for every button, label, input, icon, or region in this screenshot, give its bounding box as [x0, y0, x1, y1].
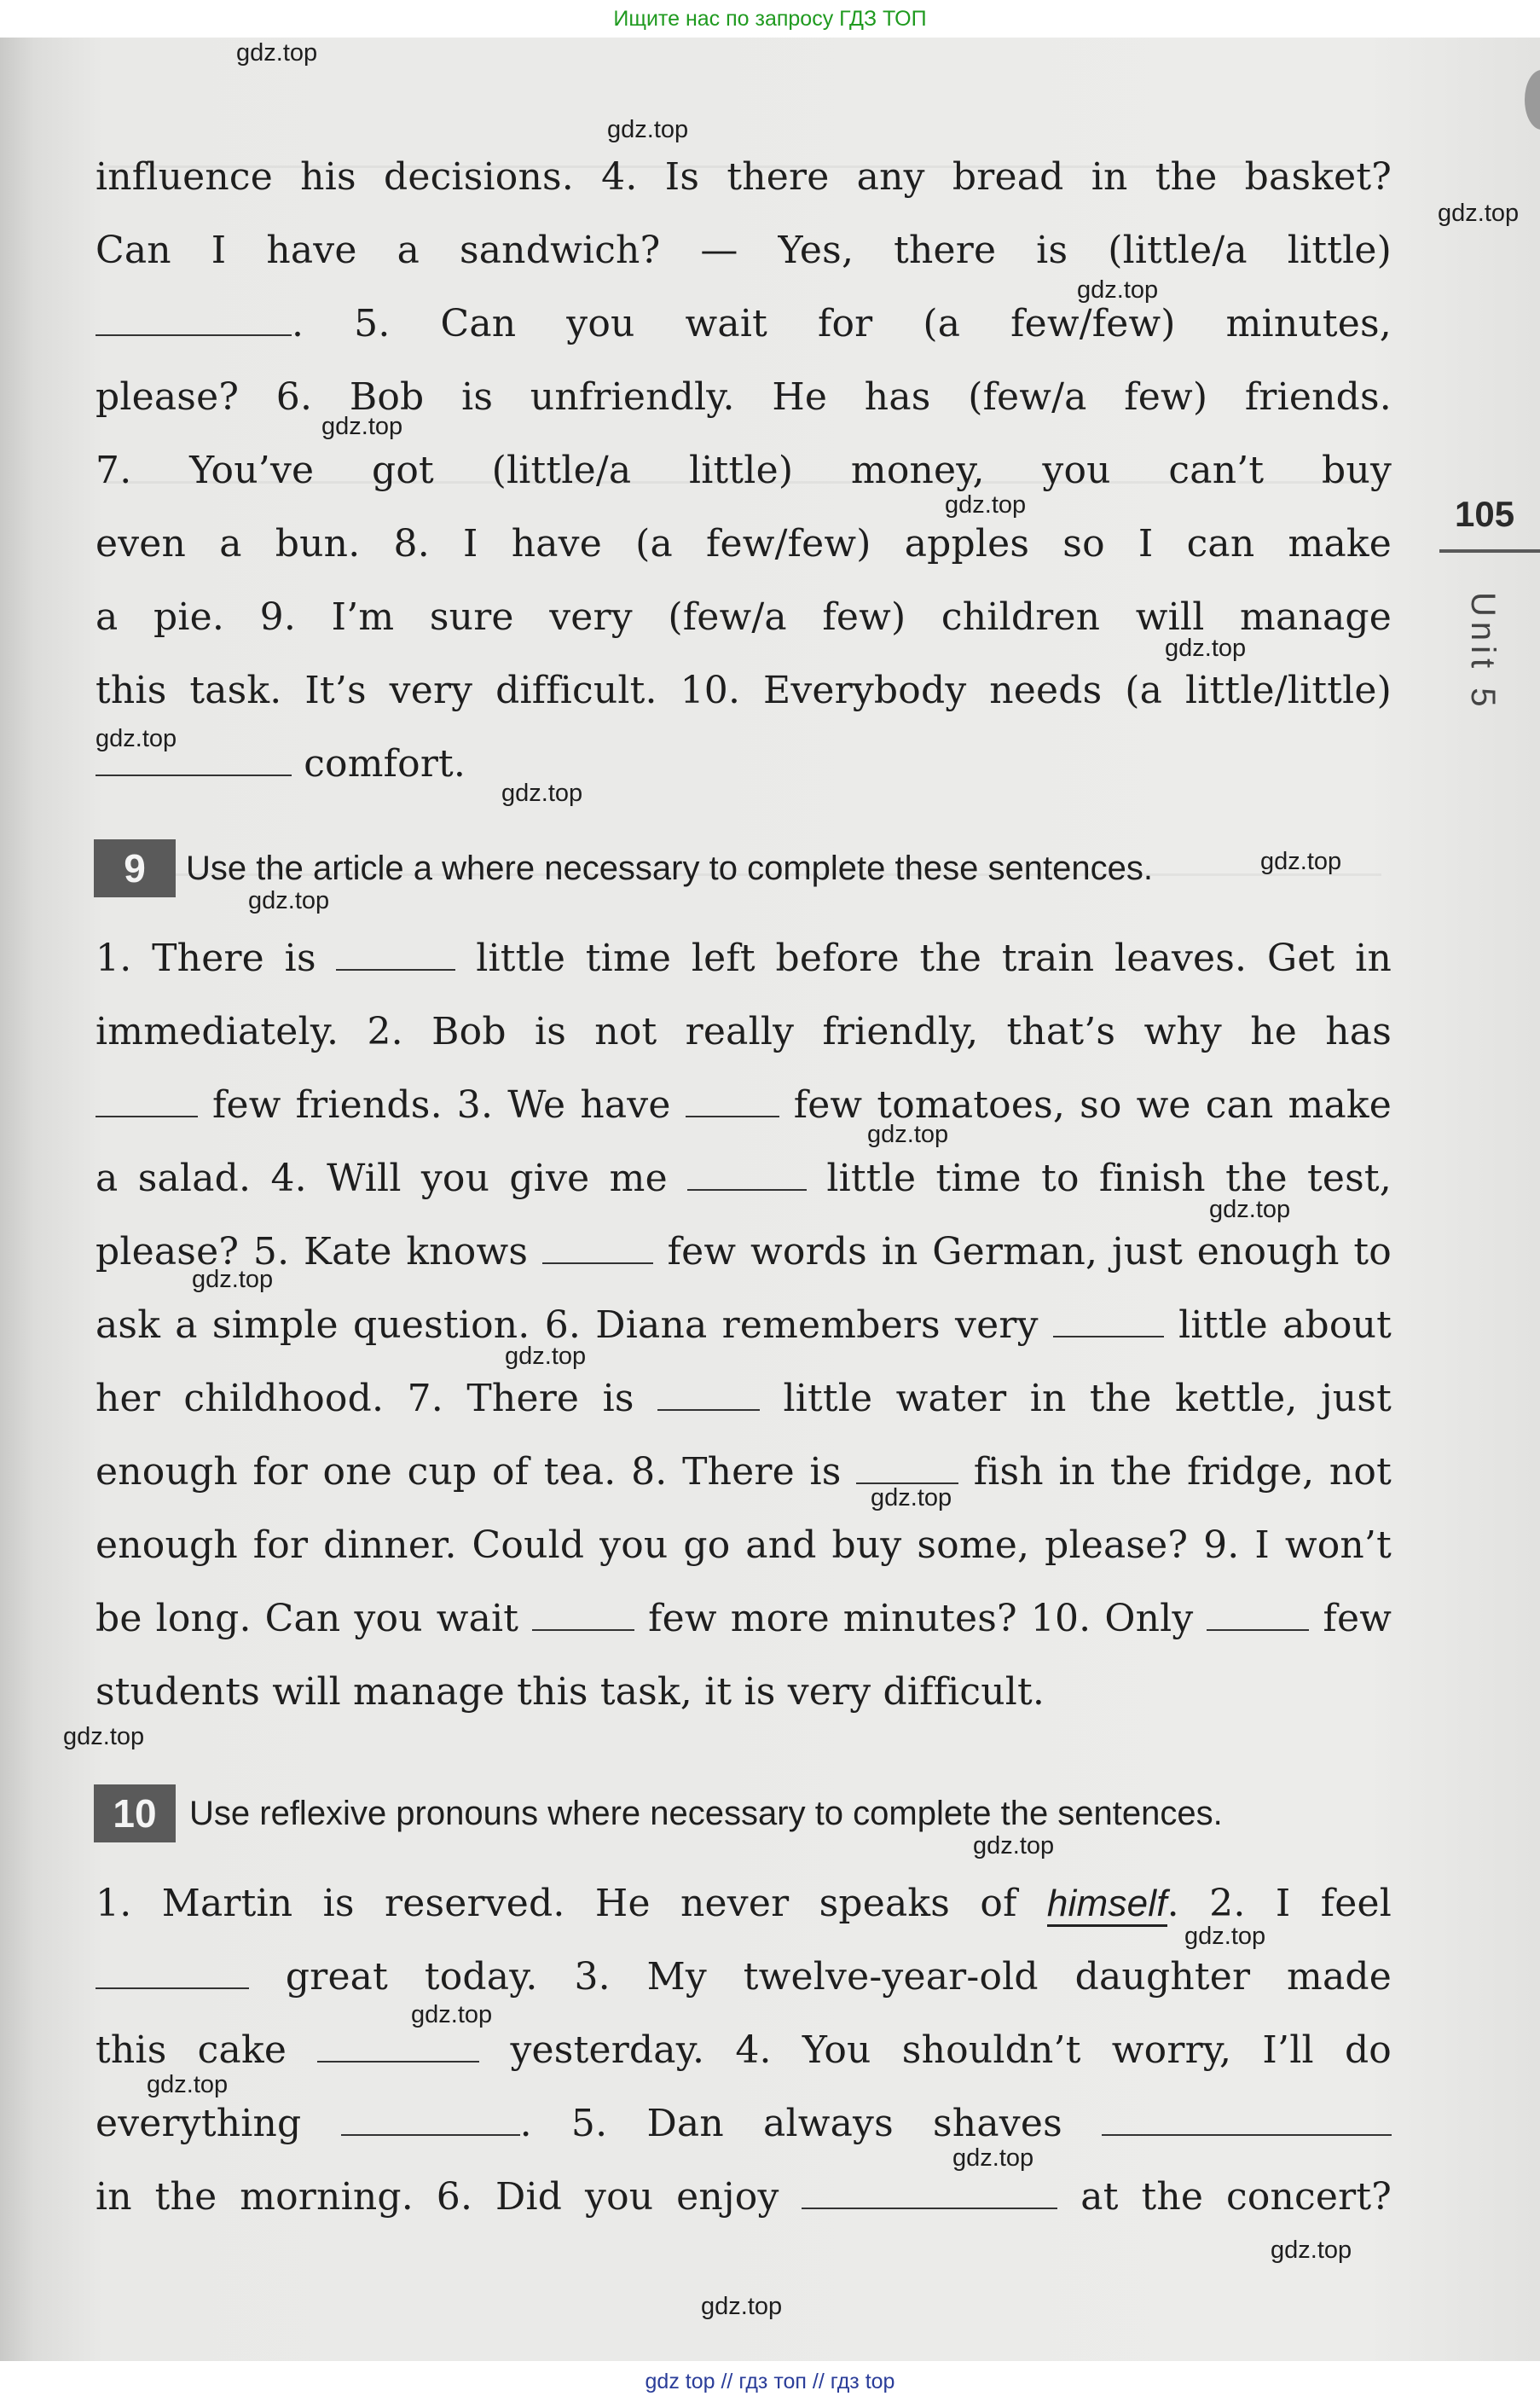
text-line: great today. 3. My twelve-year-old daughter made	[96, 1952, 1392, 2003]
watermark: gdz.top	[1209, 1196, 1291, 1223]
watermark: gdz.top	[96, 725, 177, 752]
answer-blank[interactable]	[1102, 2100, 1392, 2136]
watermark: gdz.top	[1260, 848, 1342, 875]
watermark: gdz.top	[63, 1723, 145, 1750]
text-line: . 5. Can you wait for (a few/few) minutes,	[96, 299, 1392, 350]
exercise-9-number: 9	[94, 839, 176, 897]
watermark: gdz.top	[1438, 200, 1520, 227]
watermark: gdz.top	[1165, 635, 1247, 662]
watermark: gdz.top	[871, 1484, 952, 1511]
watermark: gdz.top	[607, 116, 689, 143]
watermark: gdz.top	[867, 1121, 949, 1148]
text-line: influence his decisions. 4. Is there any bread in the basket?	[96, 155, 1392, 199]
text-line: enough for one cup of tea. 8. There is fish in the fridge, not	[96, 1450, 1392, 1494]
watermark: gdz.top	[248, 887, 330, 914]
page-number: 105	[1455, 494, 1515, 534]
answer-blank[interactable]	[1207, 1595, 1309, 1631]
watermark: gdz.top	[973, 1832, 1055, 1860]
text-line: Can I have a sandwich? — Yes, there is (little/a little)	[96, 229, 1392, 272]
text-line: comfort.	[96, 739, 1392, 790]
watermark: gdz.top	[411, 2001, 493, 2028]
sample-answer: himself	[1047, 1883, 1167, 1927]
answer-blank[interactable]	[96, 1953, 249, 1989]
text-line: few friends. 3. We have few tomatoes, so we can make	[96, 1080, 1392, 1131]
text-line: even a bun. 8. I have (a few/few) apples so I can make	[96, 522, 1392, 566]
text-line: please? 5. Kate knows few words in German, just enough to	[96, 1230, 1392, 1274]
answer-blank[interactable]	[686, 1082, 779, 1117]
answer-blank[interactable]	[317, 2027, 479, 2063]
text-line: everything . 5. Dan always shaves	[96, 2098, 1392, 2150]
text-line: immediately. 2. Bob is not really friendly, that’s why he has	[96, 1010, 1392, 1053]
answer-blank[interactable]	[657, 1375, 760, 1411]
text-line: be long. Can you wait few more minutes? 10. Only few	[96, 1597, 1392, 1640]
page-corner-shadow	[1525, 70, 1540, 130]
watermark: gdz.top	[236, 39, 318, 67]
watermark: gdz.top	[147, 2071, 229, 2098]
answer-blank[interactable]	[532, 1595, 634, 1631]
watermark: gdz.top	[501, 780, 583, 807]
watermark: gdz.top	[192, 1266, 274, 1293]
watermark: gdz.top	[321, 413, 403, 440]
answer-blank[interactable]	[96, 1082, 198, 1117]
watermark: gdz.top	[945, 491, 1027, 519]
text-line: a salad. 4. Will you give me little time to finish the test,	[96, 1157, 1392, 1200]
answer-blank[interactable]	[1053, 1302, 1164, 1337]
bottom-banner[interactable]: gdz top // гдз топ // гдз top	[0, 2361, 1540, 2402]
exercise-10-number: 10	[94, 1784, 176, 1842]
text-line: please? 6. Bob is unfriendly. He has (few/a few) friends.	[96, 375, 1392, 419]
text-line: ask a simple question. 6. Diana remembers very little about	[96, 1303, 1392, 1347]
page-number-rule	[1439, 549, 1540, 553]
text-line: 7. You’ve got (little/a little) money, you can’t buy	[96, 449, 1392, 492]
watermark: gdz.top	[701, 2293, 783, 2320]
answer-blank[interactable]	[542, 1228, 653, 1264]
answer-blank[interactable]	[802, 2173, 1057, 2209]
watermark: gdz.top	[1184, 1923, 1266, 1950]
text-line: this task. It’s very difficult. 10. Everybody needs (a little/little)	[96, 669, 1392, 712]
top-banner[interactable]: Ищите нас по запросу ГДЗ ТОП	[0, 0, 1540, 38]
watermark: gdz.top	[1271, 2237, 1352, 2264]
answer-blank[interactable]	[687, 1155, 807, 1191]
answer-blank[interactable]	[336, 935, 455, 971]
text-line: her childhood. 7. There is little water in the kettle, just	[96, 1377, 1392, 1420]
watermark: gdz.top	[505, 1343, 587, 1370]
answer-blank[interactable]	[856, 1448, 958, 1484]
answer-blank[interactable]	[96, 300, 292, 336]
text-line: in the morning. 6. Did you enjoy at the concert?	[96, 2175, 1392, 2219]
watermark: gdz.top	[1077, 276, 1159, 304]
exercise-9-instruction: Use the article a where necessary to complete these sentences.	[186, 850, 1153, 887]
text-line: enough for dinner. Could you go and buy some, please? 9. I won’t	[96, 1523, 1392, 1567]
exercise-10-instruction: Use reflexive pronouns where necessary to complete the sentences.	[189, 1795, 1223, 1832]
text-line: 1. Martin is reserved. He never speaks of himself. 2. I feel	[96, 1882, 1392, 1925]
unit-label: Unit 5	[1464, 592, 1502, 712]
answer-blank[interactable]	[341, 2100, 520, 2136]
watermark: gdz.top	[952, 2144, 1034, 2172]
text-line: students will manage this task, it is very difficult.	[96, 1670, 1045, 1714]
text-line: a pie. 9. I’m sure very (few/a few) children will manage	[96, 595, 1392, 639]
text-line: this cake yesterday. 4. You shouldn’t worry, I’ll do	[96, 2028, 1392, 2072]
text-line: 1. There is little time left before the train leaves. Get in	[96, 937, 1392, 980]
textbook-page	[0, 38, 1540, 2361]
